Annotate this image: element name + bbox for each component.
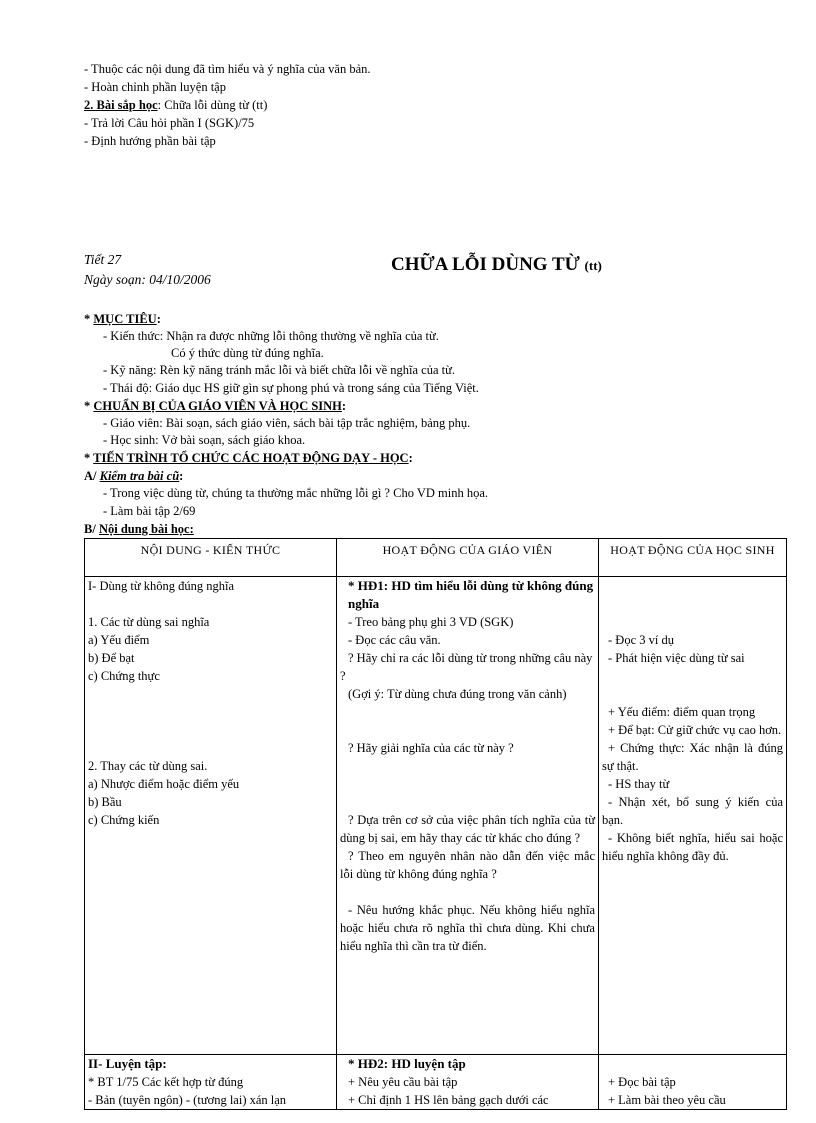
teacher-line: + Chỉ định 1 HS lên bảng gạch dưới các	[348, 1093, 549, 1107]
objective-line-4: - Thái độ: Giáo dục HS giữ gìn sự phong phú và trong sáng của Tiếng Việt.	[103, 381, 479, 395]
content-line: c) Chứng kiến	[88, 813, 160, 827]
next-lesson-label: 2. Bài sắp học	[84, 98, 158, 112]
period-label: Tiết 27	[84, 252, 122, 267]
section-a-heading: A/ Kiểm tra bài cũ:	[84, 469, 184, 483]
content-line: a) Nhược điểm hoặc điểm yếu	[88, 777, 240, 791]
date-label: Ngày soạn: 04/10/2006	[84, 272, 211, 287]
title-text: CHỮA LỖI DÙNG TỪ	[391, 254, 580, 275]
teacher-line: - Treo bảng phụ ghi 3 VD (SGK)	[348, 615, 514, 629]
table-row	[85, 1055, 787, 1110]
practice-title: II- Luyện tập:	[88, 1056, 167, 1071]
student-line: + Để bạt: Cử giữ chức vụ cao hơn.	[608, 723, 782, 737]
section-a-line-1: - Trong việc dùng từ, chúng ta thường mắc những lỗi gì ? Cho VD minh họa.	[103, 486, 489, 500]
prev-line-2: - Hoàn chỉnh phần luyện tập	[84, 80, 226, 94]
table-header-row	[85, 539, 787, 577]
student-line: + Đọc bài tập	[608, 1075, 676, 1089]
header-content: NỘI DUNG - KIẾN THỨC	[85, 539, 337, 577]
student-line: - Phát hiện việc dùng từ sai	[608, 651, 745, 665]
next-lesson-text: : Chữa lỗi dùng từ (tt)	[157, 98, 268, 112]
content-line: * BT 1/75 Các kết hợp từ đúng	[88, 1075, 244, 1089]
next-lesson	[84, 97, 267, 113]
student-line: - Đọc 3 ví dụ	[608, 633, 674, 647]
hd1-title: * HĐ1: HD tìm hiểu lỗi dùng từ không đúng nghĩa	[348, 578, 594, 611]
content-cell	[85, 1055, 337, 1110]
teacher-cell	[337, 1055, 599, 1110]
content-line: 1. Các từ dùng sai nghĩa	[88, 615, 210, 629]
teacher-line: + Nêu yêu cầu bài tập	[348, 1075, 458, 1089]
hd2-title: * HĐ2: HD luyện tập	[348, 1056, 466, 1071]
objective-line-1: - Kiến thức: Nhận ra được những lỗi thông thường về nghĩa của từ.	[103, 329, 439, 343]
preparation-heading: * CHUẨN BỊ CỦA GIÁO VIÊN VÀ HỌC SINH:	[84, 399, 347, 413]
content-line: I- Dùng từ không đúng nghĩa	[88, 579, 234, 593]
student-line: + Yếu điểm: điểm quan trọng	[608, 705, 756, 719]
teacher-line: (Gợi ý: Từ dùng chưa đúng trong văn cảnh)	[348, 687, 567, 701]
student-cell	[599, 577, 787, 1055]
objectives-heading: * MỤC TIÊU:	[84, 312, 161, 326]
objective-line-2: Có ý thức dùng từ đúng nghĩa.	[171, 346, 324, 360]
student-line: - Nhận xét, bổ sung ý kiến của bạn.	[602, 795, 783, 827]
section-a-line-2: - Làm bài tập 2/69	[103, 504, 196, 518]
process-heading: * TIẾN TRÌNH TỔ CHỨC CÁC HOẠT ĐỘNG DẠY - HỌC:	[84, 451, 413, 465]
content-line: 2. Thay các từ dùng sai.	[88, 759, 208, 773]
lesson-table	[84, 538, 787, 1110]
teacher-line: - Đọc các câu văn.	[348, 633, 441, 647]
section-b-heading: B/ Nội dung bài học:	[84, 522, 194, 536]
teacher-line: - Nêu hướng khắc phục. Nếu không hiểu nghĩa hoặc hiểu chưa rõ nghĩa thì chưa dùng. Khi chưa hiểu nghĩa thì cần tra từ điển.	[340, 903, 595, 953]
preparation-line-1: - Giáo viên: Bài soạn, sách giáo viên, sách bài tập trắc nghiệm, bảng phụ.	[103, 416, 471, 430]
preparation-line-2: - Học sinh: Vở bài soạn, sách giáo khoa.	[103, 433, 306, 447]
content-line: b) Bầu	[88, 795, 122, 809]
teacher-line: ? Theo em nguyên nhân nào dẫn đến việc mắc lỗi dùng từ không đúng nghĩa ?	[340, 849, 595, 881]
next-line-2: - Định hướng phần bài tập	[84, 134, 216, 148]
next-line-1: - Trả lời Câu hỏi phần I (SGK)/75	[84, 116, 255, 130]
objective-line-3: - Kỹ năng: Rèn kỹ năng tránh mắc lỗi và biết chữa lỗi về nghĩa của từ.	[103, 363, 455, 377]
page-title	[391, 253, 602, 278]
teacher-cell	[337, 577, 599, 1055]
content-line: b) Để bạt	[88, 651, 135, 665]
teacher-line: ? Hãy giải nghĩa của các từ này ?	[348, 741, 514, 755]
content-line: a) Yếu điểm	[88, 633, 150, 647]
student-line: + Chứng thực: Xác nhận là đúng sự thật.	[602, 741, 783, 773]
content-line: - Bản (tuyên ngôn) - (tương lai) xán lạn	[88, 1093, 287, 1107]
student-cell	[599, 1055, 787, 1110]
header-student: HOẠT ĐỘNG CỦA HỌC SINH	[599, 539, 787, 577]
teacher-line: ? Hãy chỉ ra các lỗi dùng từ trong những câu này ?	[340, 651, 593, 683]
content-cell	[85, 577, 337, 1055]
student-line: + Làm bài theo yêu cầu	[608, 1093, 726, 1107]
prev-line-1: - Thuộc các nội dung đã tìm hiểu và ý nghĩa của văn bản.	[84, 62, 371, 76]
student-line: - HS thay từ	[608, 777, 670, 791]
teacher-line: ? Dựa trên cơ sở của việc phân tích nghĩa của từ dùng bị sai, em hãy thay các từ khác cho đúng ?	[340, 813, 595, 845]
header-teacher: HOẠT ĐỘNG CỦA GIÁO VIÊN	[337, 539, 599, 577]
table-row	[85, 577, 787, 1055]
student-line: - Không biết nghĩa, hiểu sai hoặc hiểu nghĩa không đầy đủ.	[602, 831, 783, 863]
content-line: c) Chứng thực	[88, 669, 160, 683]
title-suffix: (tt)	[584, 258, 602, 273]
